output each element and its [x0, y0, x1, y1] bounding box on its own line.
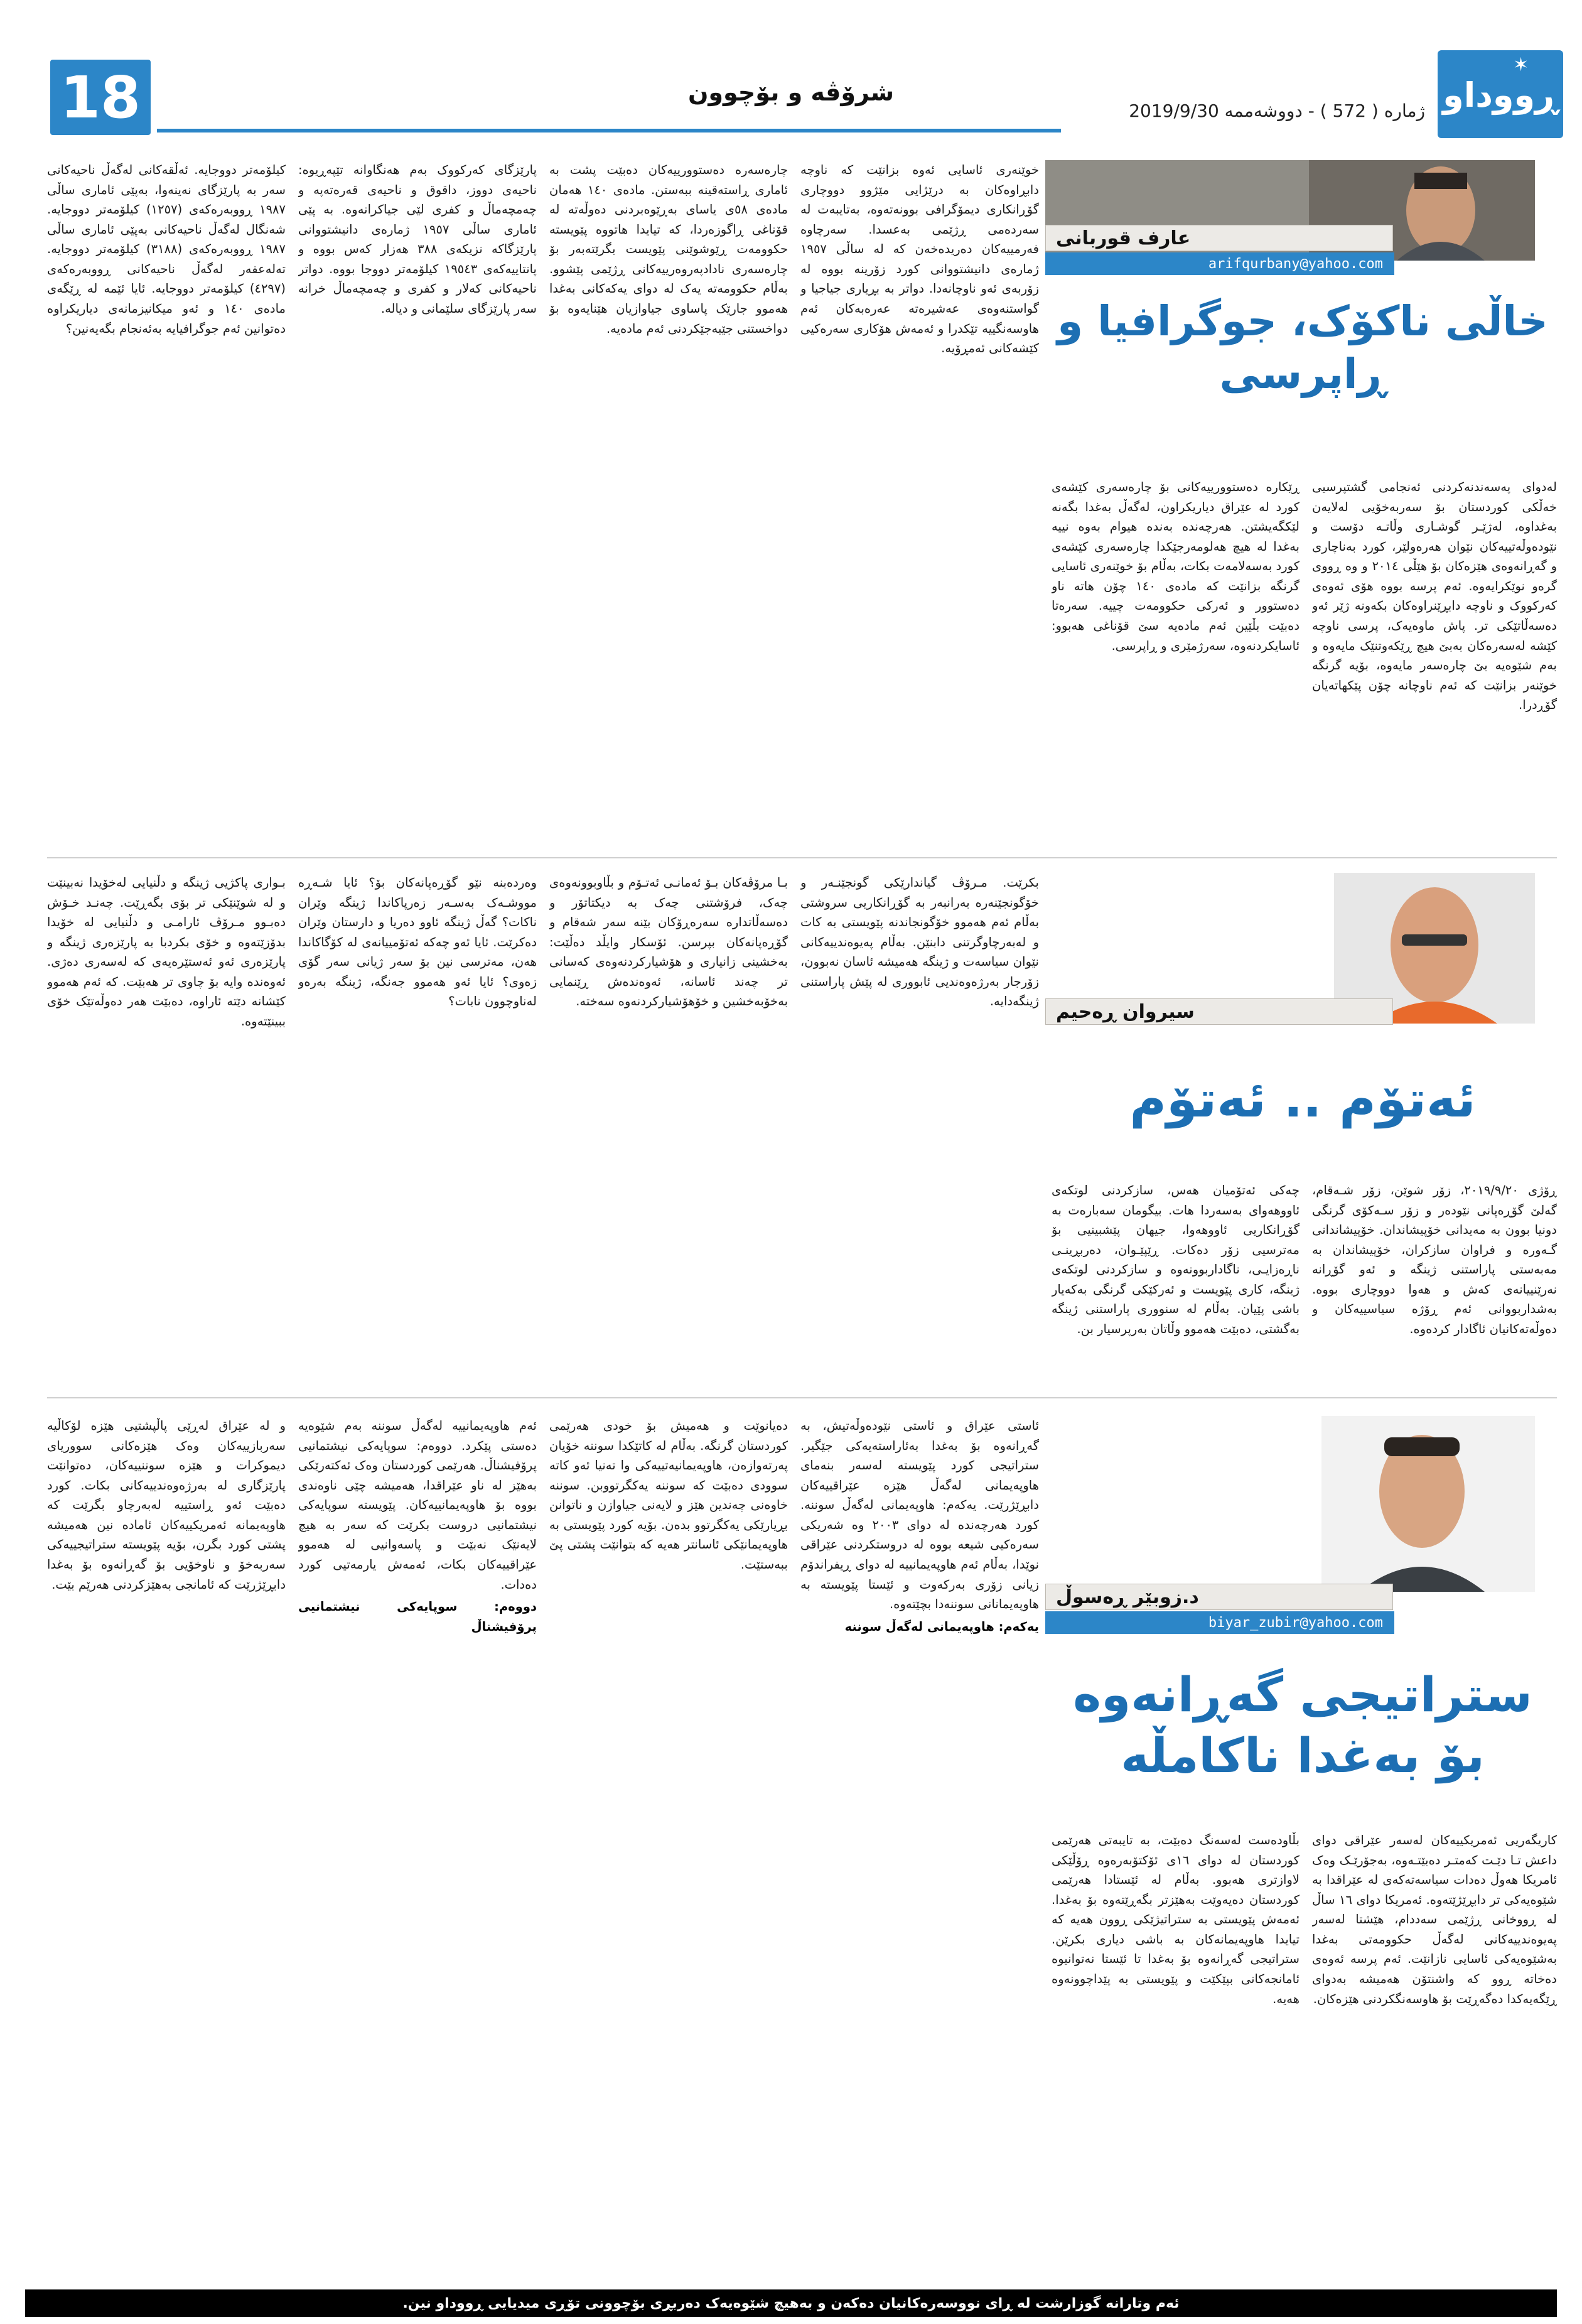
article-column	[47, 873, 286, 1363]
paragraph: ڕێکارە دەستوورییەکانی بۆ چارەسەری کێشەی کورد لە عێراق دیاریکراون، لەگەڵ بەغدا بگەنە لێکگەیشتن. هەرچەندە بەندە هیوام بەوە نییە بەغدا لە هیچ هەلومەرجێکدا چارەسەری کێشەی کورد بەسەلامەت بکات، بەڵام بۆ خوێنەری ئاسایی گرنگە بزانێت کە مادەی ١٤٠ چۆن هاتە ناو دەستوور و ئەرکی حکوومەت چییە. سەرەتا دەبێت بڵێین ئەم مادەیە سێ قۆناغی هەبوو: ئاسایکردنەوە، سەرژمێری و ڕاپرسی.	[1052, 480, 1300, 653]
article-column	[549, 873, 788, 1363]
article-column	[1312, 1181, 1557, 1363]
article-column	[800, 873, 1039, 1363]
header-rule	[157, 129, 1061, 132]
paragraph: خوێنەری ئاسایی ئەوە بزانێت کە ناوچە دابڕاوەکان بە درێژایی مێژوو دووچاری گۆڕانکاری دیمۆگرافی بوونەتەوە، بەتایبەت لە سەردەمی ڕژێمی بەعسدا. سەرچاوە فەرمییەکان دەریدەخەن کە لە ساڵی ١٩٥٧ ژمارەی دانیشتووانی کورد زۆرینە بووە لە زۆربەی ئەو ناوچانەدا. دواتر بە بڕیاری جیاجیا و گواستنەوەی عەشیرەتە عەرەبەکان ئەم هاوسەنگییە تێکدرا و ئەمەش هۆکاری سەرەکیی کێشەکانی ئەمڕۆیە.	[800, 163, 1039, 356]
article-column	[800, 160, 1039, 816]
portrait-icon	[1045, 1416, 1535, 1592]
subheading: دووەم: سوپایەکی نیشتمانیی پرۆفیشناڵ	[298, 1599, 537, 1634]
article-column	[1052, 477, 1300, 816]
article-column	[298, 873, 537, 1363]
paragraph: بکرێت. مـرۆڤ گیاندارێکی گونجێنـەر و خۆگونجێنەرە بەرانبەر بە گۆڕانکاریی سروشتی بەڵام ئەم هەموو خۆگونجاندنە پێویستی بە کات و لەبەرچاوگرتنی دابنێن. بەڵام پەیوەندییەکانی نێوان سیاسەت و ژینگە هەمیشە ئاسان نەبوون، زۆرجار بەرژەوەندیی ئابووری لە پێش پاراستنی ژینگەدایە.	[800, 875, 1039, 1009]
article-column	[47, 1416, 286, 2270]
rudaw-logo[interactable]	[1438, 50, 1563, 138]
author-email[interactable]	[1045, 1611, 1394, 1634]
page-header	[0, 0, 1582, 144]
author-name: د.زوبێر ڕەسوڵ	[1056, 1586, 1199, 1608]
paragraph: کیلۆمەتر دووجایە. ئەڵقەکانی لەگەڵ ناحیەکانی سەر بە پارێزگای نەینەوا، بەپێی ئاماری ساڵی ١٩٨٧ ڕووبەرەکەی (١٢٥٧) کیلۆمەتر دووجایە. شەنگال لەگەڵ ناحیەکانی بەپێی ئاماری ساڵی ١٩٨٧ ڕووبەرەکەی (٣١٨٨) کیلۆمەتر دووجایە. تەلەعفەر لەگەڵ ناحیەکانی ڕووبەرەکەی (٤٢٩٧) کیلۆمەتر دووجایە. ئایا ئێمە لە ڕێگەی مادەی ١٤٠ و ئەو میکانیزمانەی دیاریکراوە دەتوانین ئەم جوگرافیایە بەئەنجام بگەیەنین؟	[47, 163, 286, 336]
paragraph: کاریگەریی ئەمریکییەکان لەسەر عێراقی دوای داعش تـا دێـت کەمتـر دەبێتـەوە، بەجۆرێـک وەک ئامریکا هەوڵ دەدات سیاسەتەکەی لە عێراقدا بە شێوەیەکی تر دابڕێژێتەوە. ئەمریکا دوای ١٦ ساڵ لە ڕووخانی ڕژێمی سەددام، هێشتا لەسەر پەیوەندییەکانی لەگەڵ حکوومەتی بەغدا بەشێوەیەکی ئاسایی نازانێت. ئەم پرسە ئەوەی دەخاتە ڕوو کە واشنتۆن هەمیشە بەدوای ڕێگەیەکدا دەگەڕێت بۆ هاوسەنگکردنی هێزەکان.	[1312, 1833, 1557, 2006]
paragraph: ڕۆژی ٢٠١٩/٩/٢٠، زۆر شوێن، زۆر شـەقام، گەلێ گۆڕەپانی نێودەر و زۆر سـەکۆی گرنگی دونیا بوون بە مەیدانی خۆپیشاندان. خۆپیشاندانی گـەورە و فراوان سازکران، خۆپیشاندان بە مەبەستی پاراستنی ژینگە و ئەو گۆڕانە نەرێنییانەی کەش و هەوا دووچاری بووە. بەشداربووانی ئەم ڕۆژە سیاسییەکان و دەوڵەتەکانیان ئاگادار کردەوە.	[1312, 1183, 1557, 1337]
subheading: یەکەم: هاوپەیمانی لەگەڵ سوننە	[844, 1619, 1039, 1634]
article-headline: خاڵی ناکۆک، جوگرافیا و ڕاپرسی	[1057, 297, 1548, 399]
author-name: سیروان ڕەحیم	[1056, 1000, 1195, 1023]
paragraph: چارەسەرە دەستوورییەکان دەبێت پشت بە ئاماری ڕاستەقینە ببەستن. مادەی ١٤٠ هەمان مادەی ٥٨ی یاسای بەڕێوەبردنی دەوڵەتە لە قۆناغی ڕاگوزەردا، کە تیایدا هاتووە پێویستە حکوومەت ڕێوشوێنی پێویست بگرێتەبەر بۆ چارەسەری نادادپەروەرییەکانی ڕژێمی پێشوو. بەڵام حکوومەتە یەک لە دوای یەکەکانی بەغدا هەموو جارێک پاساوی جیاوازیان هێنایەوە بۆ دواخستنی جێبەجێکردنی ئەم مادەیە.	[549, 163, 788, 336]
author-email[interactable]	[1045, 252, 1394, 275]
article-headline: ستراتیجی گەڕانەوە بۆ بەغدا ناکامڵە	[1073, 1667, 1532, 1784]
paragraph: پارێزگای کەرکووک بەم هەنگاوانە تێپەڕیوە: ناحیەی دووز، داقوق و ناحیەی قەرەتەپە و چەمچەماڵ و کفری لێی جیاکرانەوە. بە پێی ئاماری ساڵی ١٩٥٧ ژمارەی دانیشتووانی پارێزگاکە نزیکەی ٣٨٨ هەزار کەس بووە و پانتاییەکەی ١٩٥٤٣ کیلۆمەتر دووجا بووە. دواتر ناحیەکانی کەلار و کفری و چەمچەماڵ خرانە سەر پارێزگای سلێمانی و دیالە.	[298, 163, 537, 316]
article-column	[1052, 1181, 1300, 1363]
article-column	[549, 1416, 788, 2270]
author-photo-zubir	[1045, 1416, 1535, 1592]
article-column	[800, 1416, 1039, 2270]
article-column	[298, 160, 537, 816]
paragraph: بڵاودەست لەسەنگ دەبێت، بە تایبەتی هەرێمی کوردستان لە دوای ١٦ی ئۆکتۆبەرەوە ڕۆڵێکی لاوازتری هەبوو. بەڵام لە ئێستادا هەرێمی کوردستان دەیەوێت بەهێزتر بگەڕێتەوە بۆ بەغدا. ئەمەش پێویستی بە ستراتیژێکی ڕوون هەیە کە تیایدا هاوپەیمانەکان بە باشی دیاری بکرێن. ستراتیجی گەڕانەوە بۆ بەغدا تا ئێستا نەتوانیوە ئامانجەکانی بپێکێت و پێویستی بە پێداچوونەوە هەیە.	[1052, 1833, 1300, 2006]
author-name-bar	[1045, 998, 1393, 1025]
section-divider	[47, 1397, 1557, 1398]
author-name: عارف قوربانی	[1056, 227, 1191, 249]
article-headline: ئەتۆم .. ئەتۆم	[1129, 1070, 1476, 1128]
paragraph: ئاستی عێراق و ئاستی نێودەوڵەتیش، بە گەڕانەوە بۆ بەغدا بەئاراستەیەکی جێگیر. ستراتیجی کورد پێویستە لەسەر بنەمای هاوپەیمانی لەگەڵ هێزە عێراقییەکان دابڕێژرێت. یەکەم: هاوپەیمانی لەگەڵ سوننە. کورد هەرچەندە لە دوای ٢٠٠٣ وە شەریکی سەرەکیی شیعە بووە لە دروستکردنی عێراقی نوێدا، بەڵام ئەم هاوپەیمانییە لە دوای ڕیفراندۆم زیانی زۆری بەرکەوت و ئێستا پێویستە بە هاوپەیمانانی سوننەدا بچێتەوە.	[800, 1419, 1039, 1612]
paragraph: و لە عێراق لەڕێی پاڵپشتیی هێزە لۆکاڵیە سەربازییەکان وەک هێزەکانی سووریای دیموکرات و هێزە سوننییەکان، دەتوانێت پارێزگاری لە بەرژەوەندییەکانی بکات. کورد دەبێت ئەو ڕاستییە لەبەرچاو بگرێت کە هاوپەیمانە ئەمریکییەکان ئامادە نین هەمیشە پشتی کورد بگرن، بۆیە پێویستە ستراتیجییەکی سەربەخۆ و ناوخۆیی بۆ گەڕانەوە بۆ بەغدا دابڕێژرێت کە ئامانجی بەهێزکردنی هەرێم بێت.	[47, 1419, 286, 1592]
paragraph: وەردەبنە نێو گۆڕەپانەکان بۆ؟ ئایا شـەڕە مووشـەک بەسـەر زەرپاکاندا ژینگە وێران ناکات؟ گەڵ ژینگە ئاوو دەریا و دارستان وێران دەکرێت. ئایا ئەو چەکە ئەتۆمییانەی لە کۆگاکاندا هەن، مەترسی نین بۆ سەر ژیانی سەر گۆی زەوی؟ ئایا ئەو هەموو جەنگە، ژینگە بەرەو لەناوچوون نابات؟	[298, 875, 537, 1009]
paragraph: چەکی ئەتۆمیان هەس، سازکردنی لوتکەی ئاووهەوای بەسەردا هات. بیگومان سەبارەت بە گۆڕانکاریی ئاووهەوا، جیهان پێشبینیی بۆ مەترسیی زۆر دەکات. ڕێپێـوان، دەربڕینـی ناڕەزایـی، ناگاداربوونەوە و سازکردنی لوتکەی ژینگە، کاری پێویست و ئەرکێکی گرنگی بەکەیار باشی پێیان. بەڵام لە سنووری پاراستنی ژینگە بەگشتی، دەبێت هەموو وڵاتان بەرپرسیار بن.	[1052, 1183, 1300, 1337]
article-column	[1312, 1830, 1557, 2270]
paragraph: بـواری پاکژیی ژینگە و دڵنیایی لەخۆیدا نەبینێت و لە شوێنێکی تر بۆی بگەڕێت. چەنـد خـۆش دەبـوو مـرۆڤ ئارامـی و دڵنیایی لە خۆیدا بدۆزێتەوە و خۆی بکردبا بە پارێزەری ژینگە و پارێزەری ئەو ئەستێرەیەی کە لەسەری دەژی. ئەوەندە وایە بۆ چاوی تر هەبێت. کە ئەم هەموو کێشانە دێتە ئاراوە، دەبێت هەر دەوڵەتێک خۆی ببینێتەوە.	[47, 875, 286, 1029]
paragraph: دەیانوێت و هەمیش بۆ خودی هەرێمی کوردستان گرنگە. بەڵام لە کاتێکدا سوننە خۆیان پەرتەوازەن، هاوپەیمانیەتییەکی وا تەنیا ئەو کاتە سوودی دەبێت کە سوننە یەکگرتووبن. سوننە خاوەنی چەندین هێز و لایەنی جیاوازن و ناتوانن بڕیارێکی یەکگرتوو بدەن. بۆیە کورد پێویستی بە هاوپەیمانێکی ئاسانتر هەیە کە بتوانێت پشتی پێ ببەستێت.	[549, 1419, 788, 1572]
author-name-bar	[1045, 225, 1393, 251]
sun-rays-icon: ✶	[1513, 54, 1531, 76]
article-column	[47, 160, 286, 816]
footer-disclaimer: ئەم وتارانە گوزارشت لە ڕای نووسەرەکانیان دەکەن و بەهیچ شێوەیەک دەربڕی بۆچوونی تۆڕی میدیایی ڕووداو نین.	[25, 2289, 1557, 2317]
author-email-text: biyar_zubir@yahoo.com	[1208, 1614, 1383, 1631]
article-column	[298, 1416, 537, 2270]
article-column	[549, 160, 788, 816]
logo-text: ڕوودا‌و	[1443, 75, 1558, 115]
author-name-bar	[1045, 1584, 1393, 1610]
page-number: 18	[50, 60, 151, 135]
section-divider	[47, 857, 1557, 858]
paragraph: ئەم هاوپەیمانییە لەگەڵ سوننە بەم شێوەیە دەستی پێکرد. دووەم: سوپایەکی نیشتمانیی پرۆفیشناڵ. هەرێمی کوردستان وەک ئەکتەرێکی بەهێز لە ناو عێراقدا، هەمیشە چێی ناوەندی بووە بۆ هاوپەیمانییەکان. پێویستە سوپایەکی نیشتمانیی دروست بکرێت کە سەر بە هیچ لایەنێک نەبێت و پاسەوانیی لە هەموو عێراقییەکان بکات، ئەمەش یارمەتیی کورد دەدات.	[298, 1419, 537, 1592]
paragraph: بـا مرۆڤەکان بـۆ ئەمانـی ئەتـۆم و بڵاوبوونەوەی چەک، فرۆشتنی چەک بە دیکتاتۆر و دەسەڵاتدارە سەرەڕۆکان بێنە سەر شەقام و گۆڕەپانەکان بپرسن. ئۆسکار وایڵد دەڵێت: بەخشینی زانیاری و هۆشیارکردنەوەی کەسانی تر چەند ئاسانە، ئەوەندەش ڕێنمایی بەخۆبەخشین و خۆهۆشیارکردنەوە سەختە.	[549, 875, 788, 1009]
author-email-text: arifqurbany@yahoo.com	[1208, 256, 1383, 272]
issue-info: ژمارە ( 572 ) - دووشەممە 2019/9/30	[1129, 100, 1425, 121]
paragraph: لەدوای پەسەندنەکردنی ئەنجامی گشتپرسیی خەڵکی کوردستان بۆ سەربەخۆیی لەلایەن بەغداوە، لەژێـر گوشـاری وڵاتـە دۆست و نێودەوڵەتییەکان نێوان هەرەولێر، کورد بەناچاری و گەڕانەوەی هێزەکان بۆ هێڵی ٢٠١٤ و وە ڕووی گرەو نوێکرایەوە. ئەم پرسە بووە هۆی ئەوەی کەرکووک و ناوچە دابڕێنراوەکان بکەونە ژێر ئەو دەسەڵاتێکی تر. پاش ماوەیەک، پرسی ناوچە کێشە لەسەرەکان بەبێ هیچ ڕێکەوتنێک مایەوە و بەم شێوەیە بێ چارەسەر مایەوە، بۆیە گرنگە خوێنەر بزانێت کە ئەم ناوچانە چۆن پێکهاتەیان گۆڕدرا.	[1312, 480, 1557, 713]
article-column	[1312, 477, 1557, 816]
section-title: شرۆڤە و بۆچوون	[688, 78, 894, 106]
article-column	[1052, 1830, 1300, 2270]
